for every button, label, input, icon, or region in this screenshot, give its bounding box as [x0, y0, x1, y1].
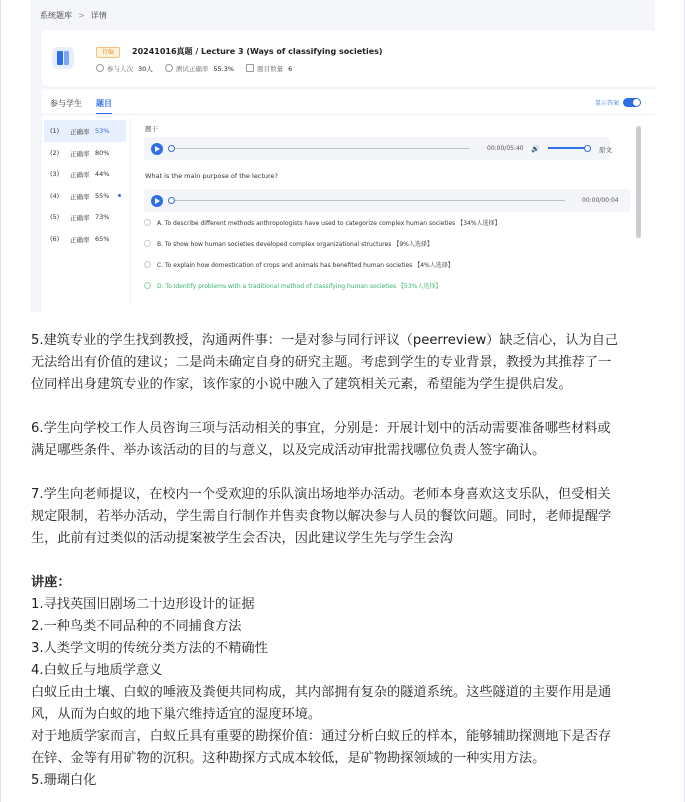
breadcrumb [40, 10, 107, 21]
accuracy-label: 测试正确率 [175, 65, 209, 73]
paragraph-line: 满足哪些条件、举办该活动的目的与意义，以及完成活动审批需找哪位负责人签字确认。 [31, 443, 546, 458]
volume-slider[interactable] [548, 147, 586, 149]
show-answer-label: 显示答案 [594, 100, 619, 107]
seek-knob[interactable] [168, 145, 175, 152]
paragraph-line: 在锌、金等有用矿物的沉积。这种勘探方式成本较低，是矿物勘探领域的一种实用方法。 [31, 751, 546, 766]
tab-divider [42, 114, 655, 115]
lecture-heading: 讲座： [31, 575, 71, 590]
paragraph-line: 规定限制，若举办活动，学生需自行制作并售卖食物以解决参与人员的餐饮问题。同时，老师提醒学 [31, 509, 612, 524]
question-item[interactable] [44, 142, 126, 164]
exam-header-card [42, 30, 655, 86]
paragraph-line: 2.一种鸟类不同品种的不同捕食方法 [31, 619, 242, 634]
seek-track[interactable] [175, 200, 565, 201]
stats-row [96, 64, 302, 73]
accuracy-label: 正确率 [70, 171, 90, 180]
answer-option[interactable] [144, 239, 433, 248]
option-text: A. To describe different methods anthropologists have used to categorize complex human societies 【34%人选择】 [157, 220, 501, 227]
paragraph-line: 无法给出有价值的建议；二是尚未确定自身的研究主题。考虑到学生的专业背景，教授为其推荐了一 [31, 355, 612, 370]
seek-track[interactable] [175, 148, 470, 149]
paragraph-line: 生，此前有过类似的活动提案被学生会否决，因此建议学生先与学生会沟 [31, 531, 453, 546]
questions-value: 6 [288, 65, 293, 73]
user-icon [96, 64, 104, 72]
radio-icon [144, 282, 151, 289]
paragraph-line: 3.人类学文明的传统分类方法的不精确性 [31, 641, 268, 656]
status-badge: 待编 [96, 47, 120, 58]
accuracy-label: 正确率 [70, 128, 90, 136]
question-number: (1) [50, 127, 60, 135]
question-panel [42, 90, 655, 312]
audio-time: 00:00/00:04 [582, 197, 619, 204]
answer-option[interactable] [144, 281, 441, 290]
question-item[interactable] [44, 163, 126, 185]
paragraph-gap [31, 550, 661, 572]
paragraph-line: 白蚁丘由土壤、白蚁的唾液及粪便共同构成，其内部拥有复杂的隧道系统。这些隧道的主要作用是通 [31, 685, 612, 700]
question-number: (2) [50, 148, 60, 157]
show-answer-toggle[interactable] [595, 98, 641, 107]
stem-label: 题干 [145, 125, 158, 133]
unread-dot-icon [118, 194, 121, 197]
breadcrumb-current: 详情 [90, 11, 107, 20]
toggle-switch[interactable] [623, 98, 641, 107]
paragraph-line: 对于地质学家而言，白蚁丘具有重要的勘探价值：通过分析白蚁丘的样本，能够辅助探测地下是否存 [31, 729, 612, 744]
paragraph-line: 位同样出身建筑专业的作家，该作家的小说中融入了建筑相关元素，希望能为学生提供启发。 [31, 377, 572, 392]
list-divider [130, 118, 131, 304]
tab-participants[interactable]: 参与学生 [50, 99, 82, 108]
paragraph-line: 风，从而为白蚁的地下巢穴维持适宜的湿度环境。 [31, 707, 322, 722]
radio-icon [144, 261, 151, 268]
question-number: (6) [50, 234, 60, 243]
question-number: (4) [50, 191, 60, 200]
article-body [31, 330, 661, 792]
participants-value: 30人 [138, 65, 153, 73]
scrollbar[interactable] [636, 126, 641, 238]
radio-icon [144, 240, 151, 247]
audio-player-question [144, 189, 630, 212]
accuracy-percent: 65% [95, 234, 110, 243]
embedded-screenshot [30, 0, 655, 312]
accuracy-percent: 53% [95, 127, 110, 135]
play-icon[interactable] [151, 143, 163, 155]
volume-icon[interactable]: 🔊 [531, 145, 540, 153]
question-item[interactable] [44, 120, 126, 142]
paragraph-line: 5.建筑专业的学生找到教授，沟通两件事：一是对参与同行评议（peerreview）缺乏信心，认为自己 [31, 333, 619, 348]
accuracy-percent: 44% [95, 170, 110, 179]
accuracy-label: 正确率 [70, 214, 90, 223]
breadcrumb-root[interactable]: 系统题库 [40, 11, 72, 20]
answer-option[interactable] [144, 260, 454, 269]
participants-label: 参与人次 [107, 65, 133, 73]
play-icon[interactable] [151, 195, 163, 207]
option-text: B. To show how human societies developed complex organizational structures 【9%人选择】 [157, 241, 433, 248]
page-title: 20241016真题 / Lecture 3 (Ways of classifying societies) [132, 47, 383, 56]
question-item[interactable] [44, 206, 126, 228]
lecture-item: 5.珊瑚白化 [31, 773, 97, 788]
paragraph-line: 7.学生向老师提议，在校内一个受欢迎的乐队演出场地举办活动。老师本身喜欢这支乐队，但受相关 [31, 487, 611, 502]
accuracy-label: 正确率 [70, 192, 90, 201]
paragraph-line: 6.学生向学校工作人员咨询三项与活动相关的事宜，分别是：开展计划中的活动需要准备哪些材料或 [31, 421, 611, 436]
question-list [44, 120, 126, 250]
question-text: What is the main purpose of the lecture? [145, 172, 279, 180]
question-number: (3) [50, 170, 60, 179]
accuracy-percent: 80% [95, 148, 110, 157]
seek-knob[interactable] [168, 197, 175, 204]
checkbox-icon [246, 64, 254, 72]
tab-bar [50, 98, 126, 115]
answer-option[interactable] [144, 218, 501, 227]
accuracy-percent: 73% [95, 213, 110, 222]
tab-questions[interactable]: 题目 [96, 98, 112, 115]
audio-time: 00:00/05:40 [487, 145, 524, 152]
paragraph-gap [31, 396, 661, 418]
option-text: C. To explain how domestication of crops and animals has benefited human societies 【4%人选择】 [157, 262, 454, 269]
option-text: D. To identify problems with a traditional method of classifying human societies 【53%人选择】 [157, 283, 442, 290]
transcript-button[interactable]: 原文 [599, 146, 612, 154]
accuracy-label: 正确率 [70, 235, 90, 244]
breadcrumb-separator: > [78, 11, 85, 20]
book-icon [52, 47, 74, 69]
questions-label: 题目数量 [257, 65, 284, 73]
question-number: (5) [50, 213, 60, 222]
question-item[interactable] [44, 185, 126, 207]
audio-player-passage [144, 137, 610, 160]
accuracy-percent: 55% [95, 191, 110, 200]
accuracy-value: 55.3% [213, 65, 235, 73]
paragraph-gap [31, 462, 661, 484]
paragraph-line: 1.寻找英国旧剧场二十边形设计的证据 [31, 597, 255, 612]
check-circle-icon [165, 64, 173, 72]
question-item[interactable] [44, 228, 126, 250]
accuracy-label: 正确率 [70, 149, 90, 158]
volume-knob[interactable] [584, 145, 591, 152]
paragraph-line: 4.白蚁丘与地质学意义 [31, 663, 163, 678]
radio-icon [144, 219, 151, 226]
